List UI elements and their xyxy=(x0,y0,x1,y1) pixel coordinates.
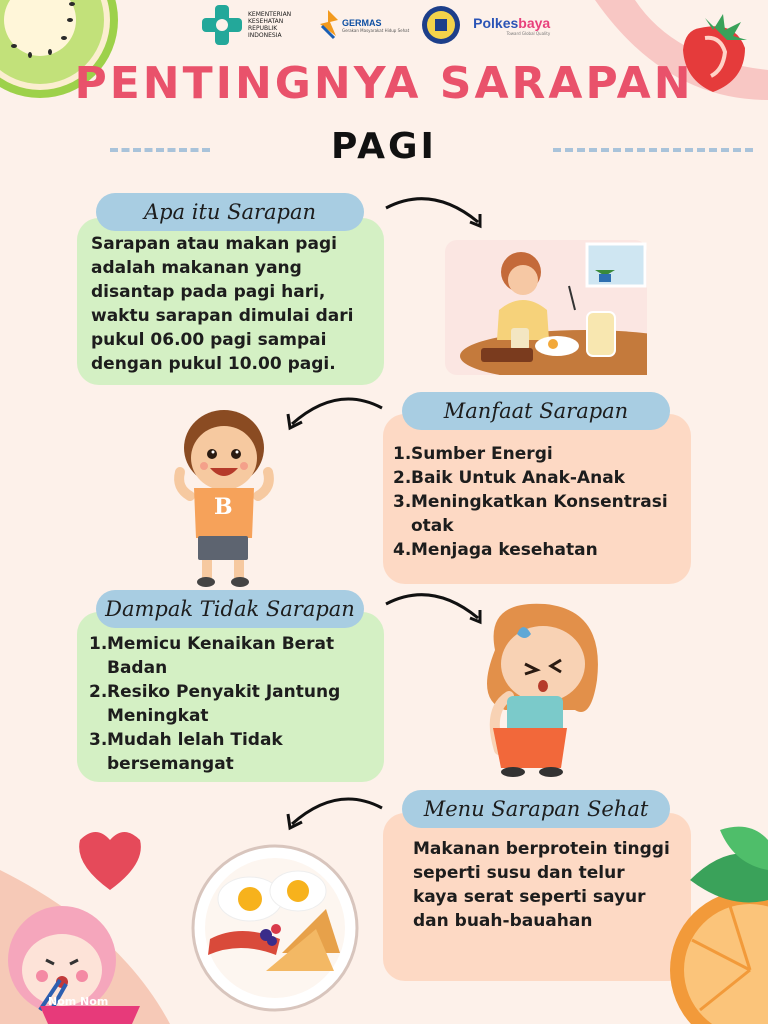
nom-nom-label: Nom Nom xyxy=(48,995,109,1008)
right-dashed-divider xyxy=(553,148,753,152)
germas-subtext: Gerakan Masyarakat Hidup Sehat xyxy=(342,27,410,33)
dampak-text-3: Mudah lelah Tidak bersemangat xyxy=(107,730,283,774)
menu-line-2: kaya serat seperti sayur dan buah-bauahan xyxy=(413,887,646,931)
page-subtitle: PAGI xyxy=(331,126,437,167)
manfaat-num-1: 1. xyxy=(393,444,412,464)
poltek-name-b: baya xyxy=(518,14,551,31)
manfaat-heading: Manfaat Sarapan xyxy=(402,392,670,430)
nom-girl-decoration xyxy=(0,810,190,1024)
dampak-box xyxy=(77,612,384,782)
arrow-left-1 xyxy=(282,392,386,434)
dampak-text-1: Memicu Kenaikan Berat Badan xyxy=(107,634,335,678)
dampak-item-2 xyxy=(89,680,370,728)
girl-eating-illustration xyxy=(445,240,647,375)
apa-body: Sarapan atau makan pagi adalah makanan yang disantap pada pagi hari, waktu sarapan dimulai dari pukul 06.00 pagi sampai dengan pukul 10.00 pagi. xyxy=(91,234,354,374)
manfaat-num-4: 4. xyxy=(393,540,412,560)
manfaat-text-2: Baik Untuk Anak-Anak xyxy=(411,468,625,488)
dampak-heading: Dampak Tidak Sarapan xyxy=(96,590,364,628)
dampak-text-2: Resiko Penyakit Jantung Meningkat xyxy=(107,682,341,726)
menu-line-1: Makanan berprotein tinggi seperti susu dan telur xyxy=(413,839,670,883)
manfaat-item-3 xyxy=(393,490,677,538)
poltek-subtext: Toward Global Quality xyxy=(506,30,551,36)
dampak-item-1 xyxy=(89,632,370,680)
germas-logo xyxy=(316,8,409,42)
kemenkes-icon xyxy=(200,3,244,47)
left-dashed-divider xyxy=(110,148,210,152)
manfaat-item-4 xyxy=(393,538,677,562)
breakfast-plate-illustration xyxy=(190,843,360,1013)
poltekkes-logo xyxy=(473,15,550,36)
manfaat-item-2 xyxy=(393,466,677,490)
dampak-num-2: 2. xyxy=(89,682,108,702)
dampak-list xyxy=(89,632,370,776)
germas-icon xyxy=(316,8,340,42)
kemenkes-text: KEMENTERIAN KESEHATAN REPUBLIK INDONESIA xyxy=(248,11,292,39)
boy-shirt-letter: B xyxy=(214,494,233,520)
logo-bar xyxy=(200,2,570,48)
manfaat-box xyxy=(383,414,691,584)
manfaat-list xyxy=(393,442,677,562)
manfaat-item-1 xyxy=(393,442,677,466)
manfaat-num-3: 3. xyxy=(393,492,412,512)
dampak-num-3: 3. xyxy=(89,730,108,750)
arrow-right-1 xyxy=(382,192,492,234)
dampak-item-3 xyxy=(89,728,370,776)
apa-box xyxy=(77,218,384,385)
kemendikbud-emblem-icon xyxy=(421,5,461,45)
apa-heading: Apa itu Sarapan xyxy=(96,193,364,231)
page-title: PENTINGNYA SARAPAN xyxy=(74,58,694,109)
menu-heading: Menu Sarapan Sehat xyxy=(402,790,670,828)
orange-leaves-decoration xyxy=(640,820,768,1024)
germas-text: GERMAS xyxy=(342,17,382,28)
manfaat-text-1: Sumber Energi xyxy=(411,444,553,464)
tired-girl-illustration xyxy=(465,600,605,780)
poltek-name-a: Polkes xyxy=(473,14,519,31)
manfaat-text-4: Menjaga kesehatan xyxy=(411,540,598,560)
kemenkes-logo xyxy=(200,3,304,47)
dampak-num-1: 1. xyxy=(89,634,108,654)
arrow-left-2 xyxy=(282,792,386,834)
manfaat-num-2: 2. xyxy=(393,468,412,488)
manfaat-text-3: Meningkatkan Konsentrasi otak xyxy=(411,492,668,536)
